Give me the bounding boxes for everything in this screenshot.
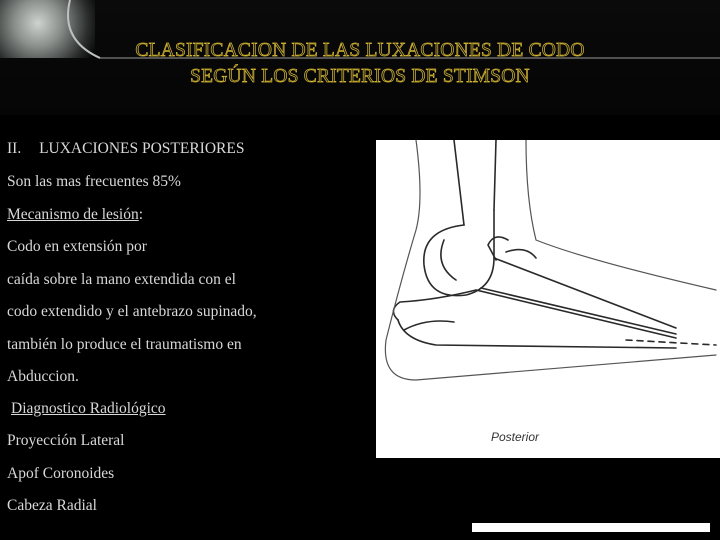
mechanism-line-2: caída sobre la mano extendida con el	[7, 271, 236, 288]
mechanism-line-3: codo extendido y el antebrazo supinado,	[7, 303, 257, 320]
mechanism-line-4: también lo produce el traumatismo en	[7, 336, 242, 353]
elbow-sketch	[376, 140, 720, 458]
frequency-text: Son las mas frecuentes 85%	[7, 173, 181, 190]
mechanism-line-5: Abduccion.	[7, 368, 79, 385]
proyeccion-text: Proyección Lateral	[7, 432, 125, 449]
slide-title	[60, 38, 660, 90]
apofisis-text: Apof Coronoides	[7, 465, 115, 482]
heading-number: II.	[7, 140, 22, 157]
title-line-2: SEGÚN LOS CRITERIOS DE STIMSON	[190, 66, 530, 87]
mecanismo-label: Mecanismo de lesión	[7, 206, 139, 223]
title-line-1: CLASIFICACION DE LAS LUXACIONES DE CODO	[135, 40, 585, 61]
footer-bar	[472, 523, 710, 532]
mecanismo-colon: :	[138, 206, 144, 223]
diagnostico-heading: Diagnostico Radiológico	[11, 400, 166, 417]
mechanism-line-1: Codo en extensión por	[7, 238, 147, 255]
figure-label: Posterior	[491, 430, 540, 444]
heading-text: LUXACIONES POSTERIORES	[39, 140, 245, 157]
elbow-dislocation-illustration	[376, 140, 720, 458]
heading-line	[7, 139, 244, 159]
cabeza-text: Cabeza Radial	[7, 497, 97, 514]
mecanismo-line	[7, 205, 143, 225]
